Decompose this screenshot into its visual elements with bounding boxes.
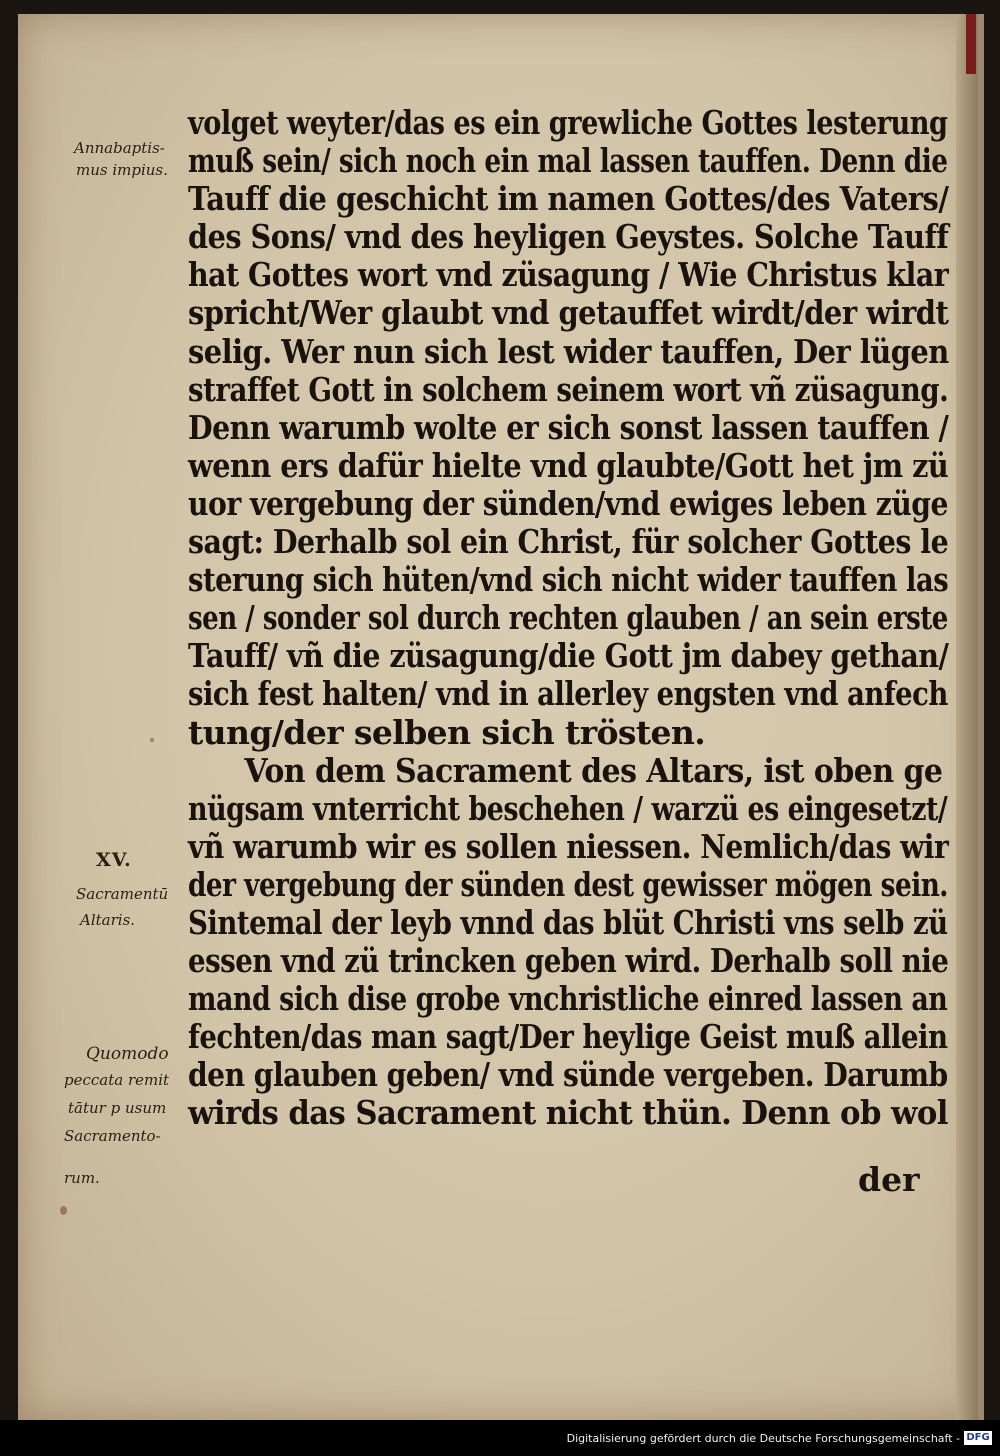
text-line: fechten/das man sagt/Der heylige Geist muß allein bbox=[188, 1017, 948, 1057]
text-line: wirds das Sacrament nicht thün. Denn ob wol bbox=[188, 1093, 948, 1133]
text-line: Tauff die geschicht im namen Gottes/des Vaters/ bbox=[188, 179, 949, 219]
text-line: wenn ers dafür hielte vnd glaubte/Gott het jm zü bbox=[188, 445, 949, 485]
body-text bbox=[188, 104, 948, 1133]
page-edge bbox=[956, 14, 978, 1420]
text-line: uor vergebung der sünden/vnd ewiges leben züge bbox=[188, 483, 949, 523]
margin-note-quomodo-line1: Quomodo bbox=[86, 1044, 169, 1064]
text-line: muß sein/ sich noch ein mal lassen tauffen. Denn die bbox=[188, 141, 948, 181]
margin-note-quomodo-line2: peccata remit bbox=[64, 1071, 170, 1089]
text-line: der vergebung der sünden dest gewisser mögen sein. bbox=[188, 864, 948, 904]
text-line: nügsam vnterricht beschehen / warzü es eingesetzt/ bbox=[188, 788, 948, 828]
text-line: Von dem Sacrament des Altars, ist oben ge bbox=[244, 750, 943, 790]
text-line: straffet Gott in solchem seinem wort vñ züsagung. bbox=[188, 369, 949, 409]
ink-speck bbox=[150, 738, 154, 742]
text-line: sterung sich hüten/vnd sich nicht wider tauffen las bbox=[188, 560, 949, 600]
margin-note-quomodo-line3: tātur p usum bbox=[68, 1099, 167, 1117]
footer-bar bbox=[0, 1420, 1000, 1456]
text-line: sagt: Derhalb sol ein Christ, für solcher Gottes le bbox=[188, 522, 949, 562]
text-line: essen vnd zü trincken geben wird. Derhalb soll nie bbox=[188, 941, 949, 981]
text-line: Sintemal der leyb vnnd das blüt Christi vns selb zü bbox=[188, 902, 948, 942]
ribbon-marker bbox=[966, 14, 976, 74]
margin-note-quomodo-line5: rum. bbox=[64, 1169, 100, 1187]
text-line: den glauben geben/ vnd sünde vergeben. Darumb bbox=[188, 1055, 948, 1095]
catchword: der bbox=[858, 1160, 920, 1199]
text-line: vñ warumb wir es sollen niessen. Nemlich/das wir bbox=[188, 826, 949, 866]
text-line: tung/der selben sich trösten. bbox=[188, 712, 706, 752]
margin-note-sacrament-line2: Altaris. bbox=[80, 911, 136, 929]
text-line: spricht/Wer glaubt vnd getauffet wirdt/der wirdt bbox=[188, 293, 949, 333]
ink-stain bbox=[60, 1206, 67, 1215]
margin-note-quomodo-line4: Sacramento- bbox=[64, 1127, 161, 1145]
text-line: Denn warumb wolte er sich sonst lassen tauffen / bbox=[188, 407, 949, 447]
text-line: volget weyter/das es ein grewliche Gottes lesterung bbox=[188, 103, 948, 142]
text-line: mand sich dise grobe vnchristliche einred lassen an bbox=[188, 979, 948, 1019]
text-line: selig. Wer nun sich lest wider tauffen, Der lügen bbox=[188, 331, 949, 371]
margin-note-anabaptism-line1: Annabaptis- bbox=[74, 139, 165, 157]
text-line: hat Gottes wort vnd züsagung / Wie Christus klar bbox=[188, 255, 949, 295]
dfg-logo: DFG bbox=[964, 1431, 992, 1445]
text-line: sen / sonder sol durch rechten glauben / an sein erste bbox=[188, 598, 948, 638]
margin-note-sacrament-line1: Sacramentū bbox=[76, 885, 169, 903]
footer-credit: Digitalisierung gefördert durch die Deutsche Forschungsgemeinschaft - bbox=[566, 1432, 960, 1445]
text-line: des Sons/ vnd des heyligen Geystes. Solche Tauff bbox=[188, 217, 949, 257]
text-line: Tauff/ vñ die züsagung/die Gott jm dabey gethan/ bbox=[188, 636, 949, 676]
margin-section-number: XV. bbox=[96, 849, 132, 871]
text-line: sich fest halten/ vnd in allerley engsten vnd anfech bbox=[188, 674, 948, 714]
margin-note-anabaptism-line2: mus impius. bbox=[76, 161, 168, 179]
